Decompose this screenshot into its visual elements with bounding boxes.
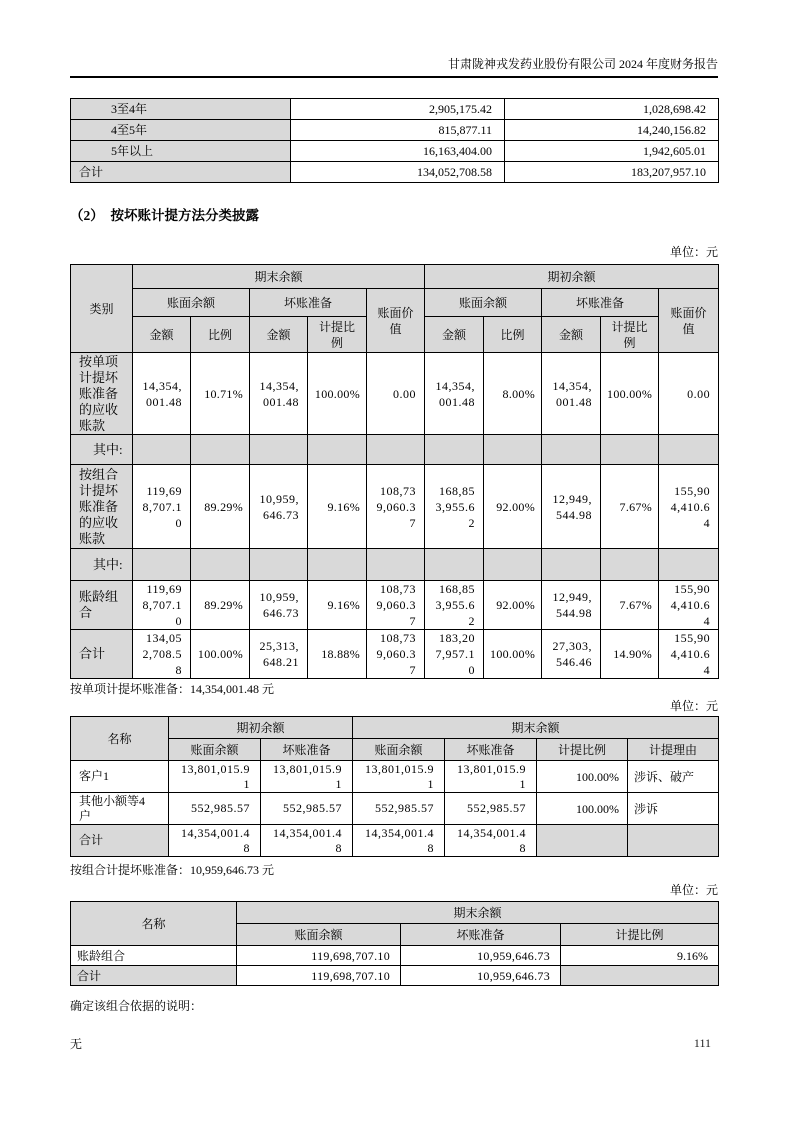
col-header-ending: 期末余额 (237, 902, 719, 924)
table-cell: 12,949,544.98 (542, 581, 601, 630)
col-header-provision: 坏账准备 (401, 924, 561, 946)
col-header-book-balance: 账面余额 (425, 289, 542, 317)
table-cell: 14,354,001.48 (445, 825, 537, 857)
table-cell (133, 549, 191, 581)
table-cell: 14,354,001.48 (169, 825, 261, 857)
table-cell: 9.16% (308, 465, 367, 549)
table-cell: 119,698,707.10 (133, 465, 191, 549)
table-cell: 14,354,001.48 (261, 825, 353, 857)
table-header-row (71, 902, 719, 924)
unit-label: 单位：元 (669, 883, 718, 897)
table-row (71, 162, 719, 183)
table-cell (601, 435, 659, 465)
table-cell: 27,303,546.46 (542, 630, 601, 679)
table-cell: 0.00 (659, 353, 719, 435)
table-row (71, 120, 719, 141)
table-cell: 100.00% (537, 761, 628, 793)
table-row (71, 549, 719, 581)
table-cell: 552,985.57 (169, 793, 261, 825)
table-cell: 14,354,001.48 (542, 353, 601, 435)
row-label: 3至4年 (71, 99, 291, 120)
row-label: 合计 (71, 630, 133, 679)
row-label: 4至5年 (71, 120, 291, 141)
table-cell (628, 825, 719, 857)
aging-table (70, 98, 719, 183)
table-cell: 2,905,175.42 (291, 99, 505, 120)
row-label: 账龄组合 (71, 946, 237, 966)
table-cell: 1,028,698.42 (505, 99, 719, 120)
table-cell (561, 966, 719, 986)
col-header-amount: 金额 (133, 317, 191, 353)
table-cell: 119,698,707.10 (237, 946, 401, 966)
col-header-book-value: 账面价值 (659, 289, 719, 353)
table-cell: 涉诉、破产 (628, 761, 719, 793)
table-cell: 10,959,646.73 (250, 581, 308, 630)
table-row (71, 825, 719, 857)
col-header-ratio: 比例 (484, 317, 542, 353)
col-header-book-value: 账面价值 (367, 289, 425, 353)
col-header-provision-ratio: 计提比例 (561, 924, 719, 946)
row-label: 按组合计提坏账准备的应收账款 (71, 465, 133, 549)
report-header (70, 0, 718, 78)
col-header-provision-ratio: 计提比例 (308, 317, 367, 353)
table-cell (659, 549, 719, 581)
col-header-amount: 金额 (250, 317, 308, 353)
table-cell (542, 435, 601, 465)
col-header-provision-ratio: 计提比例 (601, 317, 659, 353)
row-label: 5年以上 (71, 141, 291, 162)
col-header-provision: 坏账准备 (445, 739, 537, 761)
table-cell: 168,853,955.62 (425, 581, 484, 630)
table-header-row (71, 739, 719, 761)
col-header-book-balance: 账面余额 (133, 289, 250, 317)
table-cell (191, 549, 250, 581)
table-cell: 552,985.57 (445, 793, 537, 825)
table-cell: 100.00% (191, 630, 250, 679)
col-header-ratio: 比例 (191, 317, 250, 353)
table-cell: 1,942,605.01 (505, 141, 719, 162)
table-cell: 10,959,646.73 (401, 966, 561, 986)
row-label: 账龄组合 (71, 581, 133, 630)
table-cell: 10,959,646.73 (250, 465, 308, 549)
row-label: 合计 (71, 966, 237, 986)
table-cell: 183,207,957.10 (425, 630, 484, 679)
bad-debt-method-table (70, 264, 719, 679)
table-cell (250, 435, 308, 465)
table-cell (659, 435, 719, 465)
table-cell: 108,739,060.37 (367, 465, 425, 549)
table-cell: 100.00% (308, 353, 367, 435)
col-header-book-balance: 账面余额 (353, 739, 445, 761)
col-header-beginning: 期初余额 (169, 717, 353, 739)
section-heading: （2） 按坏账计提方法分类披露 (70, 208, 259, 223)
table-cell (537, 825, 628, 857)
col-header-name: 名称 (71, 902, 237, 946)
table-cell: 108,739,060.37 (367, 581, 425, 630)
table-cell (484, 549, 542, 581)
table-cell (133, 435, 191, 465)
report-title: 甘肃陇神戎发药业股份有限公司 2024 年度财务报告 (447, 57, 718, 71)
col-header-reason: 计提理由 (628, 739, 719, 761)
col-header-beginning: 期初余额 (425, 265, 719, 289)
table-cell: 14,354,001.48 (250, 353, 308, 435)
table-cell: 100.00% (601, 353, 659, 435)
table-cell: 155,904,410.64 (659, 465, 719, 549)
table-cell (191, 435, 250, 465)
row-label: 其中: (71, 435, 133, 465)
table-cell: 7.67% (601, 465, 659, 549)
table-cell: 12,949,544.98 (542, 465, 601, 549)
row-label: 客户1 (71, 761, 169, 793)
table-cell: 815,877.11 (291, 120, 505, 141)
table-cell: 13,801,015.91 (353, 761, 445, 793)
row-label: 合计 (71, 162, 291, 183)
table-header-row (71, 265, 719, 289)
table-cell: 14,354,001.48 (353, 825, 445, 857)
unit-label: 单位：元 (669, 699, 718, 713)
table-row (71, 353, 719, 435)
table-cell: 14,240,156.82 (505, 120, 719, 141)
table-cell: 8.00% (484, 353, 542, 435)
table-cell: 9.16% (561, 946, 719, 966)
individual-provision-table (70, 716, 719, 857)
col-header-amount: 金额 (425, 317, 484, 353)
table-cell: 10.71% (191, 353, 250, 435)
table-cell: 108,739,060.37 (367, 630, 425, 679)
table-cell: 13,801,015.91 (169, 761, 261, 793)
table-cell: 155,904,410.64 (659, 581, 719, 630)
table-cell: 14,354,001.48 (425, 353, 484, 435)
table-cell: 13,801,015.91 (445, 761, 537, 793)
table-cell: 155,904,410.64 (659, 630, 719, 679)
col-header-amount: 金额 (542, 317, 601, 353)
row-label: 按单项计提坏账准备的应收账款 (71, 353, 133, 435)
table-cell (425, 549, 484, 581)
table-cell (367, 549, 425, 581)
table-cell: 7.67% (601, 581, 659, 630)
table-row (71, 465, 719, 549)
note-none: 无 (70, 1037, 83, 1051)
table-cell: 25,313,648.21 (250, 630, 308, 679)
table-row (71, 99, 719, 120)
table-cell: 183,207,957.10 (505, 162, 719, 183)
table-cell: 168,853,955.62 (425, 465, 484, 549)
row-label: 合计 (71, 825, 169, 857)
col-header-provision: 坏账准备 (250, 289, 367, 317)
table-cell: 100.00% (484, 630, 542, 679)
table-cell: 10,959,646.73 (401, 946, 561, 966)
row-label: 其他小额等4户 (71, 793, 169, 825)
table-cell: 14.90% (601, 630, 659, 679)
page-number: 111 (693, 1036, 711, 1050)
col-header-ending: 期末余额 (353, 717, 719, 739)
table-row (71, 435, 719, 465)
table-row (71, 966, 719, 986)
col-header-category: 类别 (71, 265, 133, 353)
table-cell: 92.00% (484, 465, 542, 549)
col-header-provision: 坏账准备 (542, 289, 659, 317)
note-portfolio-provision: 按组合计提坏账准备：10,959,646.73 元 (70, 863, 275, 877)
col-header-ending: 期末余额 (133, 265, 425, 289)
note-individual-provision: 按单项计提坏账准备：14,354,001.48 元 (70, 682, 275, 696)
col-header-book-balance: 账面余额 (237, 924, 401, 946)
table-cell: 0.00 (367, 353, 425, 435)
table-row (71, 793, 719, 825)
table-row (71, 581, 719, 630)
row-label: 其中: (71, 549, 133, 581)
table-cell: 涉诉 (628, 793, 719, 825)
table-cell (367, 435, 425, 465)
table-cell: 89.29% (191, 581, 250, 630)
table-cell: 119,698,707.10 (133, 581, 191, 630)
table-cell: 16,163,404.00 (291, 141, 505, 162)
table-row (71, 630, 719, 679)
table-cell: 134,052,708.58 (291, 162, 505, 183)
table-cell: 18.88% (308, 630, 367, 679)
table-cell: 552,985.57 (353, 793, 445, 825)
table-cell: 100.00% (537, 793, 628, 825)
table-row (71, 946, 719, 966)
table-cell (425, 435, 484, 465)
table-cell: 14,354,001.48 (133, 353, 191, 435)
table-cell: 552,985.57 (261, 793, 353, 825)
table-cell: 119,698,707.10 (237, 966, 401, 986)
table-cell (250, 549, 308, 581)
portfolio-provision-table (70, 901, 719, 986)
table-cell (542, 549, 601, 581)
table-header-row (71, 717, 719, 739)
table-cell (601, 549, 659, 581)
table-cell: 89.29% (191, 465, 250, 549)
table-header-row (71, 289, 719, 317)
table-cell: 92.00% (484, 581, 542, 630)
col-header-book-balance: 账面余额 (169, 739, 261, 761)
table-cell: 9.16% (308, 581, 367, 630)
table-cell: 134,052,708.58 (133, 630, 191, 679)
col-header-provision: 坏账准备 (261, 739, 353, 761)
table-cell (308, 435, 367, 465)
table-cell (308, 549, 367, 581)
table-row (71, 761, 719, 793)
note-basis-statement: 确定该组合依据的说明： (70, 999, 203, 1013)
table-row (71, 141, 719, 162)
table-cell (484, 435, 542, 465)
unit-label: 单位：元 (669, 245, 718, 259)
col-header-provision-ratio: 计提比例 (537, 739, 628, 761)
col-header-name: 名称 (71, 717, 169, 761)
table-cell: 13,801,015.91 (261, 761, 353, 793)
